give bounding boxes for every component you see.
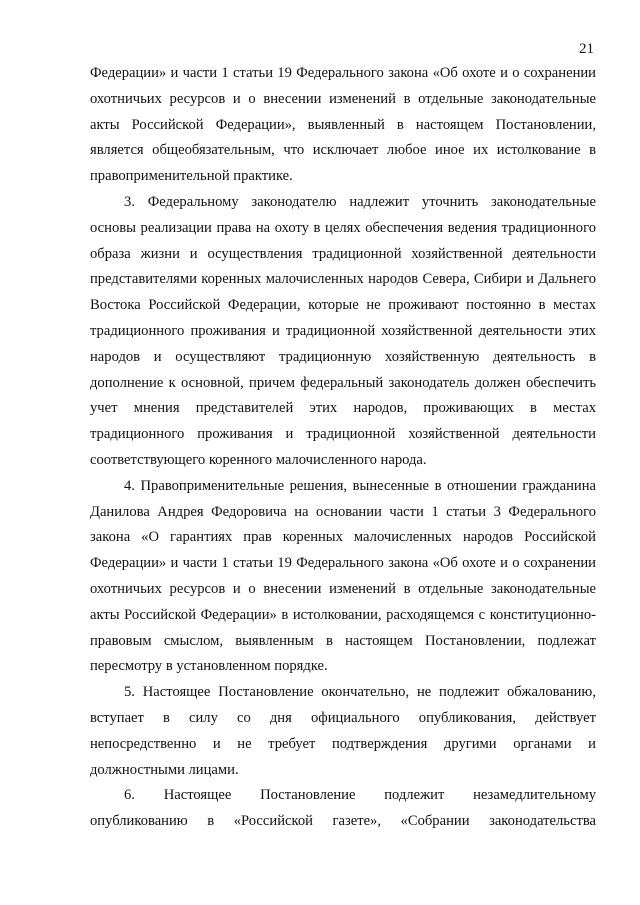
document-body: [90, 61, 596, 835]
paragraph-continuation: Федерации» и части 1 статьи 19 Федерального закона «Об охоте и о сохранении охотничьих ресурсов и о внесении изменений в отдельные законодательные акты Российской Федерации», выявленный в настоящем Постановлении, является общеобязательным, что исключает любое иное их истолкование в правоприменительной практике.: [90, 65, 596, 185]
paragraph-item-5: 5. Настоящее Постановление окончательно, не подлежит обжалованию, вступает в силу со дня официального опубликования, действует непосредственно и не требует подтверждения другими органами и должностными лицами.: [90, 684, 596, 778]
page-number: 21: [579, 41, 594, 57]
paragraph-item-3: 3. Федеральному законодателю надлежит уточнить законодательные основы реализации права на охоту в целях обеспечения ведения традиционного образа жизни и осуществления традиционной хозяйственной деятельности представителями коренных малочисленных народов Севера, Сибири и Дальнего Востока Российской Федерации, которые не проживают постоянно в местах традиционного проживания и традиционной хозяйственной деятельности этих народов и осуществляют традиционную хозяйственную деятельность в дополнение к основной, причем федеральный законодатель должен обеспечить учет мнения представителей этих народов, проживающих в местах традиционного проживания и традиционной хозяйственной деятельности соответствующего коренного малочисленного народа.: [90, 193, 596, 468]
paragraph-item-4: 4. Правоприменительные решения, вынесенные в отношении гражданина Данилова Андрея Федоровича на основании части 1 статьи 3 Федерального закона «О гарантиях прав коренных малочисленных народов Российской Федерации» и части 1 статьи 19 Федерального закона «Об охоте и о сохранении охотничьих ресурсов и о внесении изменений в отдельные законодательные акты Российской Федерации» в истолковании, расходящемся с конституционно-правовым смыслом, выявленным в настоящем Постановлении, подлежат пересмотру в установленном порядке.: [90, 477, 596, 675]
paragraph-item-6: 6. Настоящее Постановление подлежит незамедлительному опубликованию в «Российской газете», «Собрании законодательства: [90, 787, 596, 830]
